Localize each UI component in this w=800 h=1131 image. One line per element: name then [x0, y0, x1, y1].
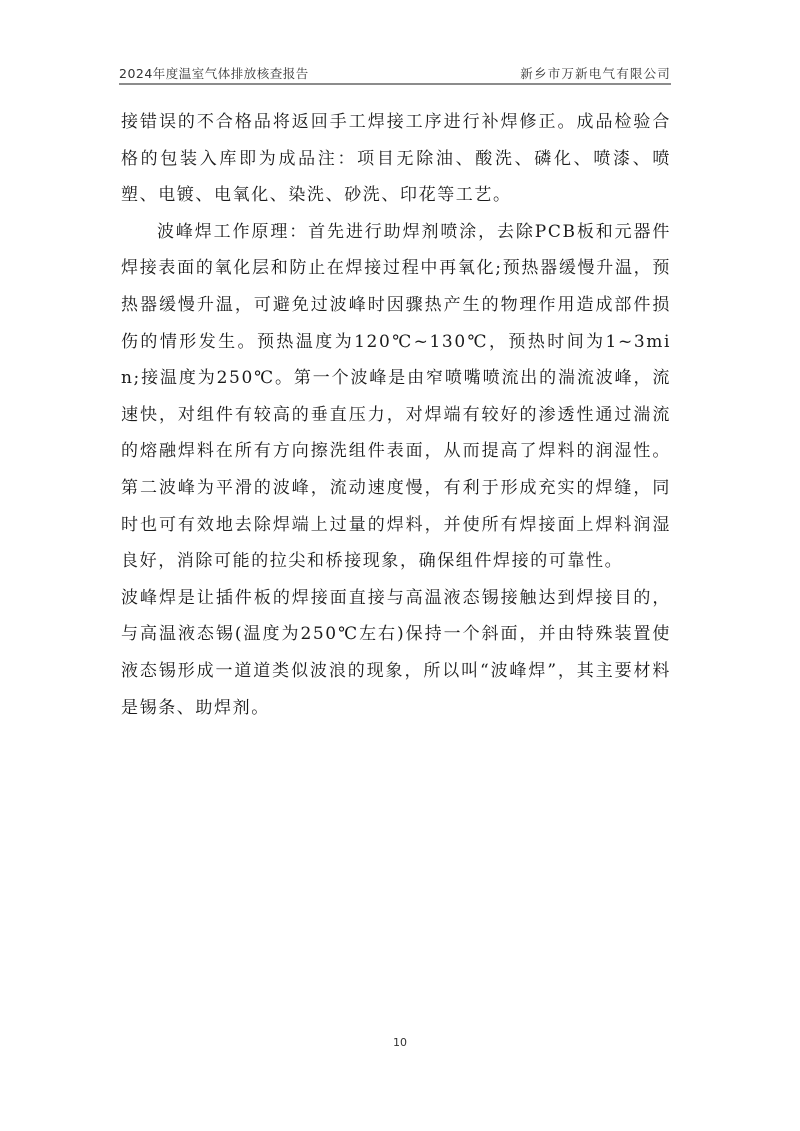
paragraph-inspection: 接错误的不合格品将返回手工焊接工序进行补焊修正。成品检验合格的包装入库即为成品注：项目无除油、酸洗、磷化、喷漆、喷塑、电镀、电氧化、染洗、砂洗、印花等工艺。 — [121, 112, 671, 206]
page-header — [119, 64, 671, 82]
report-title: 2024年度温室气体排放核查报告 — [119, 66, 309, 81]
company-name: 新乡市万新电气有限公司 — [520, 66, 671, 81]
document-body — [121, 104, 671, 726]
paragraph-wave-solder-principle: 波峰焊工作原理：首先进行助焊剂喷涂，去除PCB板和元器件焊接表面的氧化层和防止在焊接过程中再氧化;预热器缓慢升温，预热器缓慢升温，可避免过波峰时因骤热产生的物理作用造成部件损伤的情形发生。预热温度为120℃~130℃，预热时间为1~3min;接温度为250℃。第一个波峰是由窄喷嘴喷流出的湍流波峰，流速快，对组件有较高的垂直压力，对焊端有较好的渗透性通过湍流的熔融焊料在所有方向擦洗组件表面，从而提高了焊料的润湿性。第二波峰为平滑的波峰，流动速度慢，有利于形成充实的焊缝，同时也可有效地去除焊端上过量的焊料，并使所有焊接面上焊料润湿良好，消除可能的拉尖和桥接现象，确保组件焊接的可靠性。 — [121, 221, 671, 572]
paragraph-wave-solder-definition: 波峰焊是让插件板的焊接面直接与高温液态锡接触达到焊接目的，与高温液态锡(温度为250℃左右)保持一个斜面，并由特殊装置使液态锡形成一道道类似波浪的现象，所以叫“波峰焊”，其主要材料是锡条、助焊剂。 — [121, 587, 671, 718]
header-divider — [119, 83, 671, 85]
page-number: 10 — [393, 1036, 407, 1049]
